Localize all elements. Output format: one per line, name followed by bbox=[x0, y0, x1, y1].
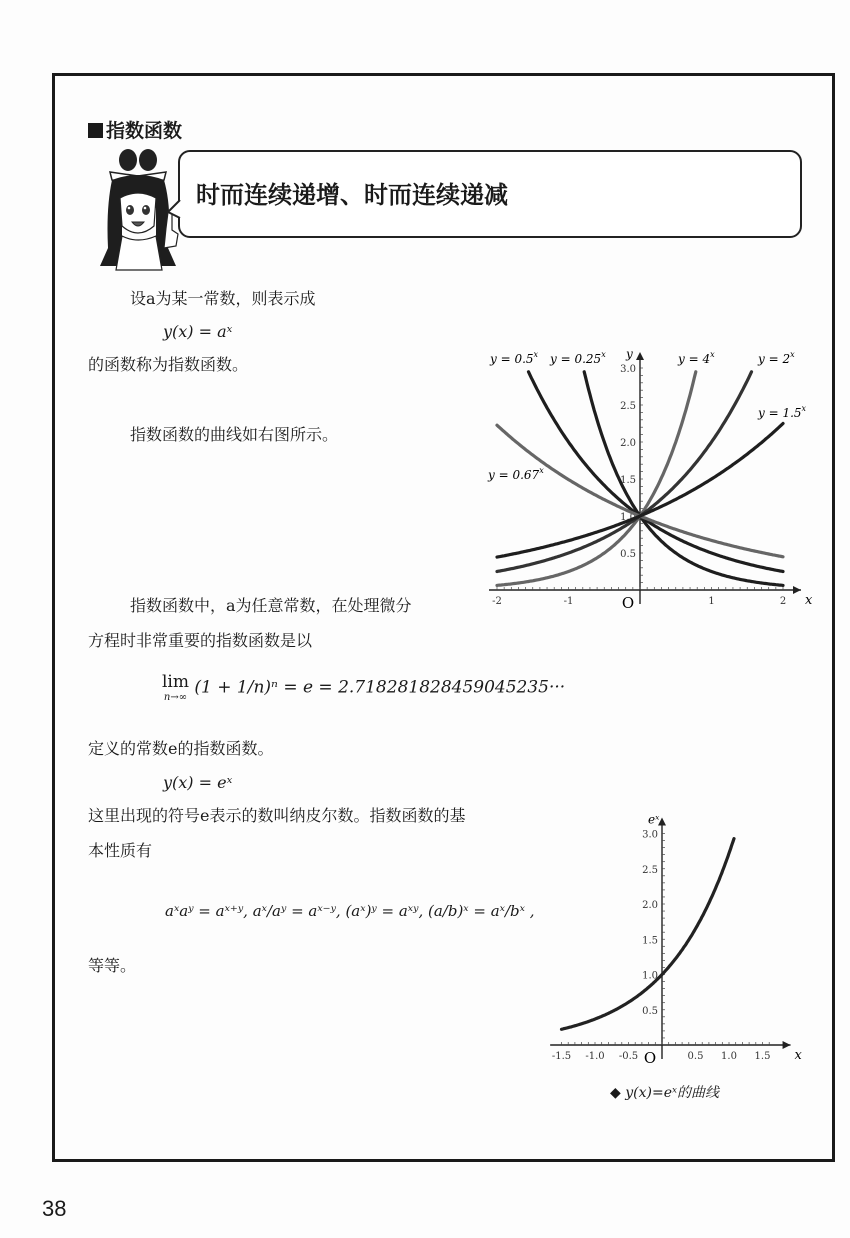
section-title-text: 指数函数 bbox=[106, 120, 183, 142]
origin-label: O bbox=[643, 1049, 657, 1067]
exponent-properties: aˣaʸ = aˣ⁺ʸ, aˣ/aʸ = aˣ⁻ʸ, (aˣ)ʸ = aˣʸ, (a/b)ˣ = aˣ/bˣ , bbox=[165, 902, 535, 920]
paragraph-6: 等等。 bbox=[88, 956, 137, 975]
limit-formula bbox=[162, 672, 565, 703]
x-axis-label: x bbox=[794, 1048, 802, 1063]
paragraph-2: 指数函数的曲线如右图所示。 bbox=[130, 425, 339, 444]
diamond-icon: ◆ bbox=[610, 1085, 621, 1101]
page-number: 38 bbox=[42, 1196, 67, 1221]
y-tick-label: 0.5 bbox=[642, 1005, 658, 1017]
paragraph-1b: 的函数称为指数函数。 bbox=[88, 355, 249, 374]
y-tick-label: 1.5 bbox=[620, 475, 636, 486]
x-tick-label: -1.5 bbox=[551, 1051, 572, 1062]
chart-caption bbox=[610, 1082, 719, 1102]
lim-subscript: n→∞ bbox=[163, 692, 188, 703]
y-tick-label: 2.5 bbox=[642, 864, 658, 876]
square-bullet-icon bbox=[88, 123, 103, 138]
curve-label: $y = 2^x$ bbox=[758, 350, 795, 366]
paragraph-5a: 这里出现的符号e表示的数叫纳皮尔数。指数函数的基 bbox=[88, 806, 466, 825]
y-tick-label: 1.5 bbox=[642, 935, 658, 947]
x-tick-label: -0.5 bbox=[618, 1051, 639, 1062]
y-axis-label: y bbox=[626, 347, 633, 361]
speech-bubble-tail bbox=[166, 198, 182, 220]
limit-expression: (1 + 1/n)ⁿ = e = 2.718281828459045235··· bbox=[194, 677, 566, 698]
x-tick-label: 1 bbox=[708, 596, 715, 607]
chart-e-x bbox=[540, 805, 802, 1070]
paragraph-4: 定义的常数e的指数函数。 bbox=[88, 739, 274, 758]
paragraph-3a: 指数函数中，a为任意常数，在处理微分 bbox=[130, 596, 412, 615]
curve-label: $y = 0.67^x$ bbox=[488, 466, 544, 482]
y-tick-label: 3.0 bbox=[642, 829, 658, 841]
paragraph-5b: 本性质有 bbox=[88, 841, 153, 860]
hair-loop-right bbox=[139, 149, 157, 171]
curve-label: $y = 0.25^x$ bbox=[550, 350, 606, 366]
y-tick-label: 2.0 bbox=[642, 900, 658, 911]
x-tick-label: 1.5 bbox=[754, 1051, 771, 1062]
curve-label: $y = 1.5^x$ bbox=[758, 404, 807, 420]
banner-text: 时而连续递增、时而连续递减 bbox=[196, 181, 508, 209]
x-axis-arrow-icon bbox=[793, 586, 801, 594]
x-tick-label: -1 bbox=[563, 596, 574, 607]
curve-label: $y = 4^x$ bbox=[678, 350, 715, 366]
lim-operator: lim bbox=[162, 672, 189, 692]
paragraph-1: 设a为某一常数，则表示成 bbox=[130, 289, 316, 308]
y-tick-label: 1.0 bbox=[620, 512, 636, 523]
y-tick-label: 1.0 bbox=[642, 970, 658, 982]
y-axis-arrow-icon bbox=[636, 352, 644, 360]
formula-y-ax: y(x) = aˣ bbox=[163, 322, 233, 341]
x-tick-label: -2 bbox=[492, 596, 502, 607]
x-tick-label: -1.0 bbox=[585, 1051, 605, 1062]
curve-label: $y = 0.5^x$ bbox=[490, 350, 539, 366]
y-tick-label: 3.0 bbox=[620, 364, 636, 375]
chart-exponential-family bbox=[470, 335, 820, 615]
x-axis-label: x bbox=[805, 593, 813, 608]
caption-text: y(x)=eˣ的曲线 bbox=[625, 1085, 719, 1101]
section-title bbox=[88, 116, 182, 143]
paragraph-3b: 方程时非常重要的指数函数是以 bbox=[88, 631, 313, 650]
x-tick-label: 1.0 bbox=[721, 1051, 737, 1062]
formula-y-ex: y(x) = eˣ bbox=[163, 773, 233, 792]
x-axis-arrow-icon bbox=[783, 1041, 791, 1049]
x-tick-label: 0.5 bbox=[687, 1051, 704, 1062]
origin-label: O bbox=[621, 594, 635, 612]
x-tick-label: 2 bbox=[779, 596, 787, 607]
y-axis-label: eˣ bbox=[648, 812, 660, 827]
hair-loop-left bbox=[119, 149, 137, 171]
y-tick-label: 2.0 bbox=[620, 438, 636, 449]
y-tick-label: 0.5 bbox=[620, 549, 636, 560]
y-tick-label: 2.5 bbox=[620, 401, 636, 412]
